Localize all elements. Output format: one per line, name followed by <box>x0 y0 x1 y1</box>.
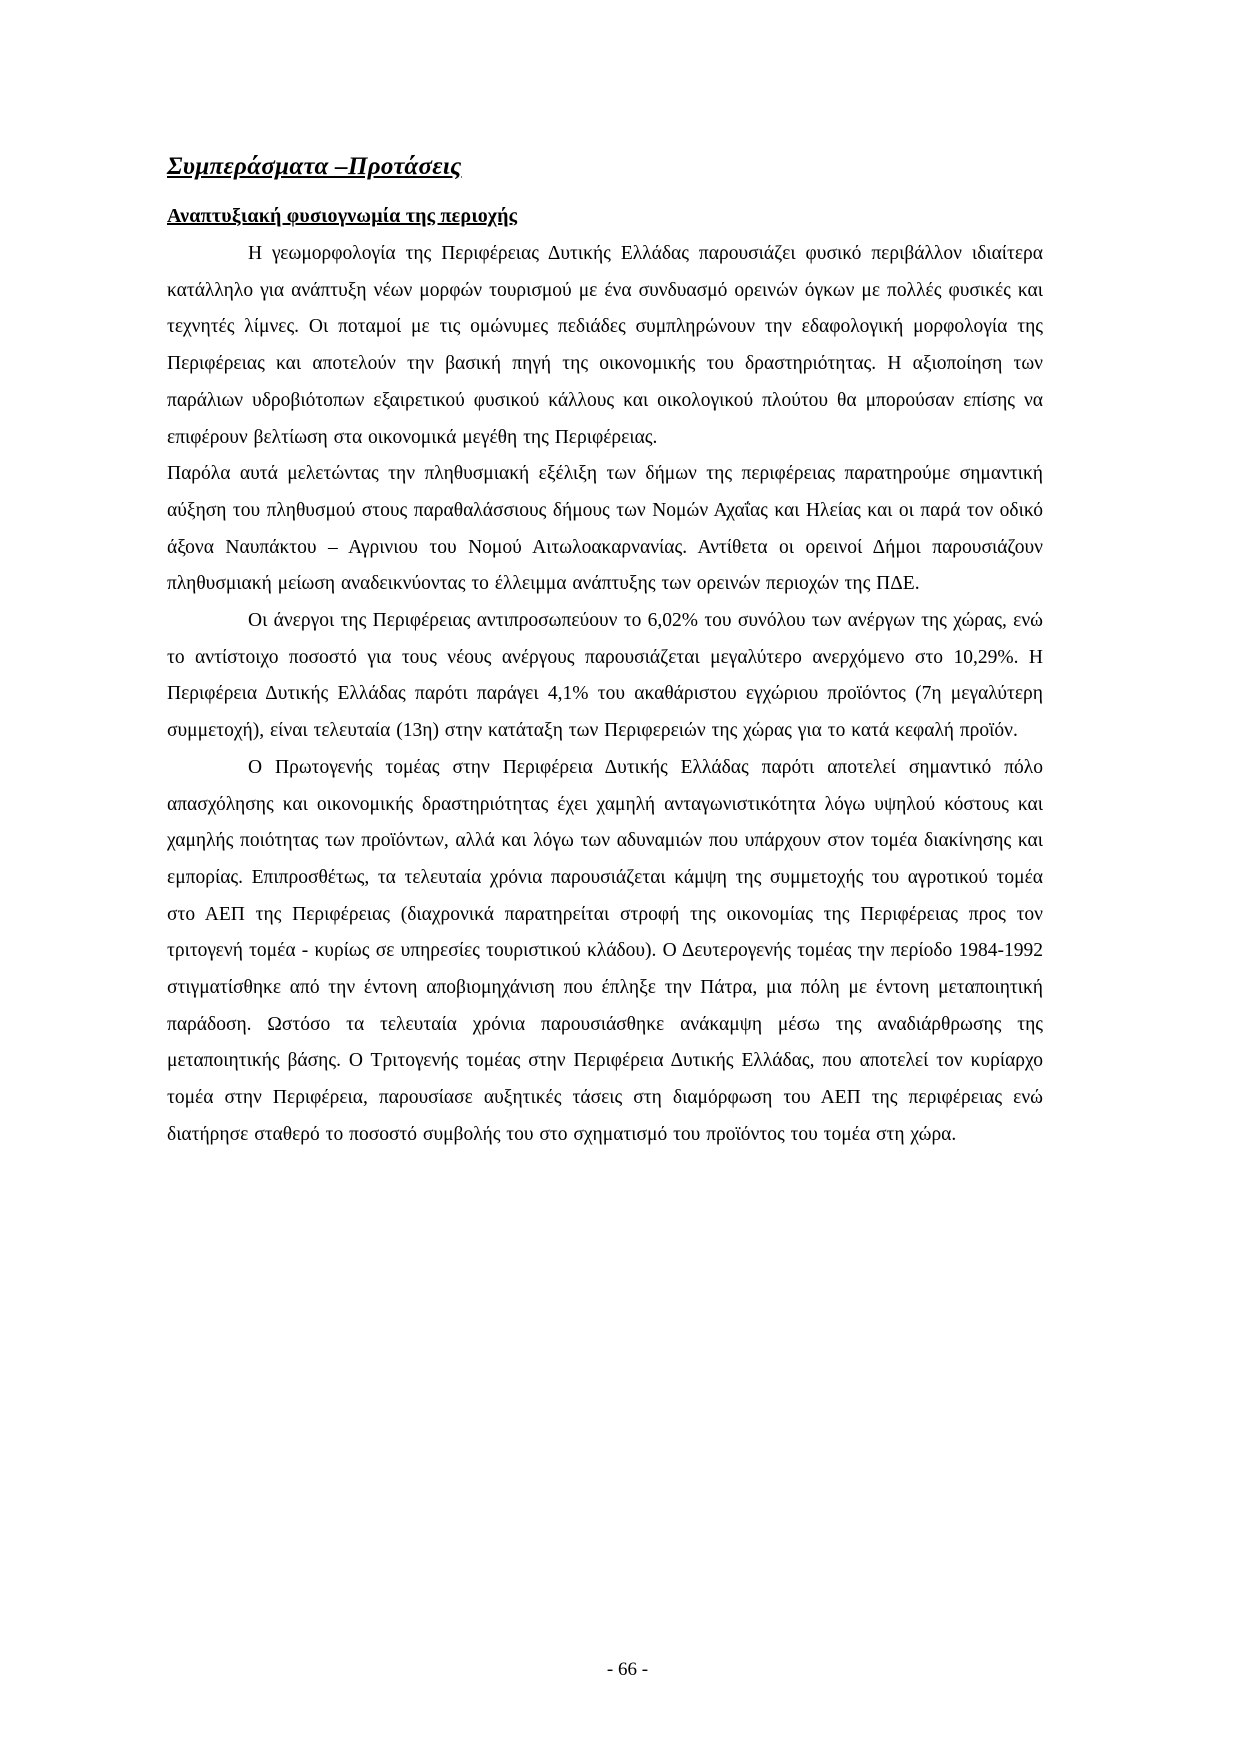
paragraph-sectors: Ο Πρωτογενής τομέας στην Περιφέρεια Δυτικής Ελλάδας παρότι αποτελεί σημαντικό πόλο απασχόλησης και οικονομικής δραστηριότητας έχει χαμηλή ανταγωνιστικότητα λόγω υψηλού κόστους και χαμηλής ποιότητας των προϊόντων, αλλά και λόγω των αδυναμιών που υπάρχουν στον τομέα διακίνησης και εμπορίας. Επιπροσθέτως, τα τελευταία χρόνια παρουσιάζεται κάμψη της συμμετοχής του αγροτικού τομέα στο ΑΕΠ της Περιφέρειας (διαχρονικά παρατηρείται στροφή της οικονομίας της Περιφέρειας προς τον τριτογενή τομέα - κυρίως σε υπηρεσίες τουριστικού κλάδου). Ο Δευτερογενής τομέας την περίοδο 1984-1992 στιγματίσθηκε από την έντονη αποβιομηχάνιση που έπληξε την Πάτρα, μια πόλη με έντονη μεταποιητική παράδοση. Ωστόσο τα τελευταία χρόνια παρουσιάσθηκε ανάκαμψη μέσω της αναδιάρθρωσης της μεταποιητικής βάσης. Ο Τριτογενής τομέας στην Περιφέρεια Δυτικής Ελλάδας, που αποτελεί τον κυρίαρχο τομέα στην Περιφέρεια, παρουσίασε αυξητικές τάσεις στη διαμόρφωση του ΑΕΠ της περιφέρειας ενώ διατήρησε σταθερό το ποσοστό συμβολής του στο σχηματισμό του προϊόντος του τομέα στη χώρα. <box>167 756 1043 1145</box>
paragraph-unemployment: Οι άνεργοι της Περιφέρειας αντιπροσωπεύουν το 6,02% του συνόλου των ανέργων της χώρας, ενώ το αντίστοιχο ποσοστό για τους νέους ανέργους παρουσιάζεται μεγαλύτερο ανερχόμενο στο 10,29%. Η Περιφέρεια Δυτικής Ελλάδας παρότι παράγει 4,1% του ακαθάριστου εγχώριου προϊόντος (7η μεγαλύτερη συμμετοχή), είναι τελευταία (13η) στην κατάταξη των Περιφερειών της χώρας για το κατά κεφαλή προϊόν. <box>167 610 1043 742</box>
paragraph-geomorphology: Η γεωμορφολογία της Περιφέρειας Δυτικής Ελλάδας παρουσιάζει φυσικό περιβάλλον ιδιαίτερα κατάλληλο για ανάπτυξη νέων μορφών τουρισμού με ένα συνδυασμό ορεινών όγκων με πολλές φυσικές και τεχνητές λίμνες. Οι ποταμοί με τις ομώνυμες πεδιάδες συμπληρώνουν την εδαφολογική μορφολογία της Περιφέρειας και αποτελούν την βασική πηγή της οικονομικής του δραστηριότητας. Η αξιοποίηση των παράλιων υδροβιότοπων εξαιρετικού φυσικού κάλλους και οικολογικού πλούτου θα μπορούσαν επίσης να επιφέρουν βελτίωση στα οικονομικά μεγέθη της Περιφέρειας. <box>167 243 1043 448</box>
section-heading: Αναπτυξιακή φυσιογνωμία της περιοχής <box>167 205 518 227</box>
page-number: - 66 - <box>606 1659 649 1680</box>
page-title: Συμπεράσματα –Προτάσεις <box>167 153 462 180</box>
paragraph-population: Παρόλα αυτά μελετώντας την πληθυσμιακή εξέλιξη των δήμων της περιφέρειας παρατηρούμε σημαντική αύξηση του πληθυσμού στους παραθαλάσσιους δήμους των Νομών Αχαΐας και Ηλείας και οι παρά τον οδικό άξονα Ναυπάκτου – Αγρινιου του Νομού Αιτωλοακαρνανίας. Αντίθετα οι ορεινοί Δήμοι παρουσιάζουν πληθυσμιακή μείωση αναδεικνύοντας το έλλειμμα ανάπτυξης των ορεινών περιοχών της ΠΔΕ. <box>167 463 1043 595</box>
document-page <box>167 150 1043 1154</box>
